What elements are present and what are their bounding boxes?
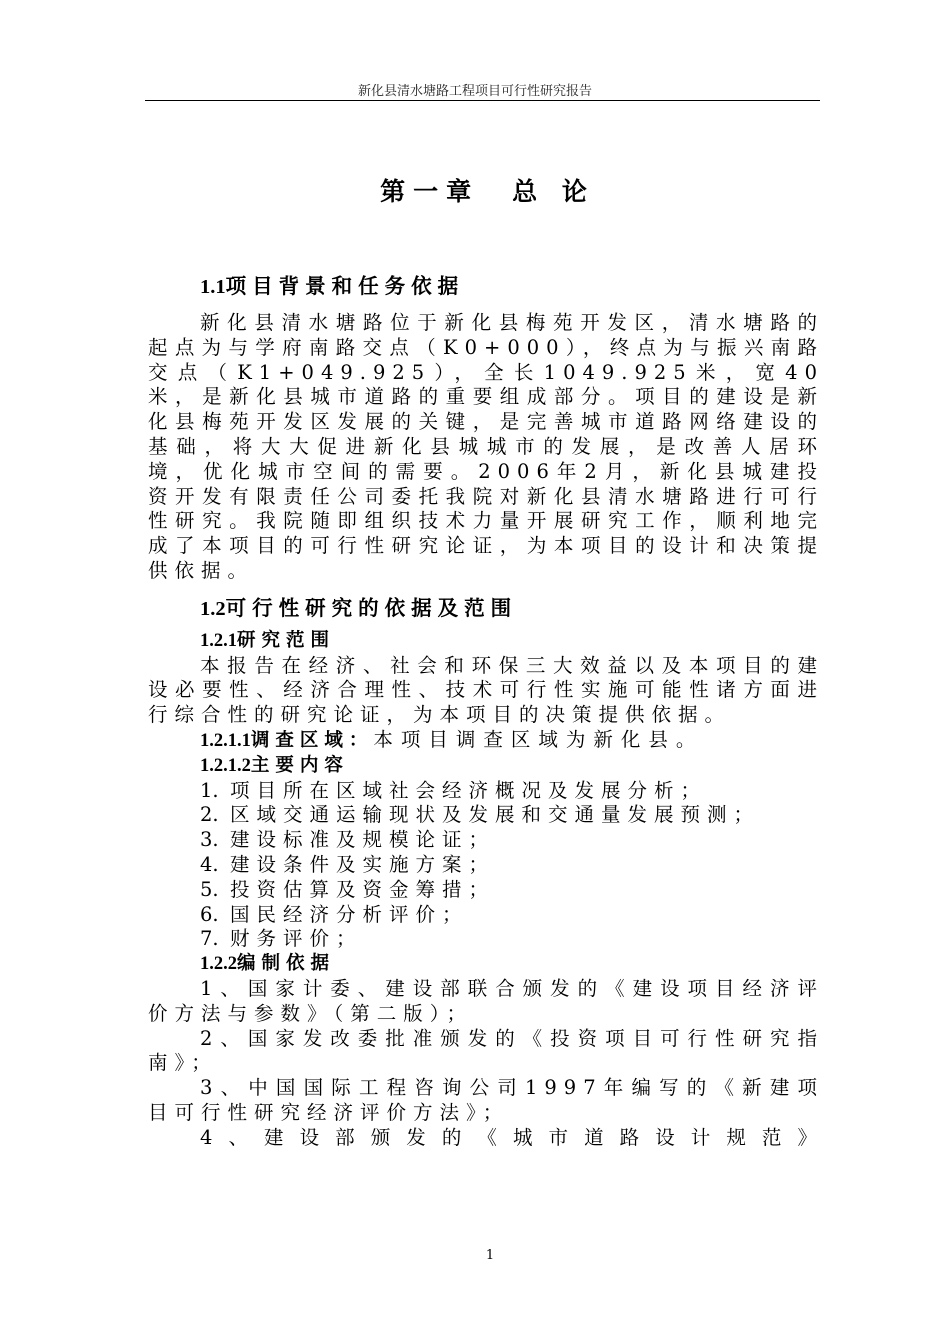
- list-item-number: 6.: [200, 902, 219, 926]
- subsection-number: 1.2.1.1: [200, 730, 251, 751]
- subsection-heading-1-2-1-1: [148, 728, 824, 754]
- subsection-heading-1-2-1: [148, 629, 824, 654]
- list-item-text: 财务评价；: [230, 927, 363, 951]
- list-item: [148, 878, 824, 903]
- section-heading-1-1: [148, 270, 824, 303]
- list-item-number: 3.: [200, 828, 219, 852]
- section-number: 1.2: [200, 597, 226, 620]
- section-number: 1.1: [200, 276, 226, 298]
- list-item-number: 7.: [200, 927, 219, 951]
- survey-area-text: 本项目调查区域为新化县。: [373, 727, 704, 751]
- page-number: 1: [485, 1248, 495, 1263]
- running-header: 新化县清水塘路工程项目可行性研究报告: [357, 84, 592, 99]
- subsection-number: 1.2.2: [200, 954, 237, 975]
- chapter-title: 第一章 总 论: [380, 177, 595, 206]
- list-item-number: 5.: [200, 877, 219, 901]
- list-item-text: 建设条件及实施方案；: [230, 852, 496, 876]
- subsection-heading-1-2-1-2: [148, 754, 824, 779]
- list-item-text: 项目所在区域社会经济概况及发展分析；: [230, 778, 708, 802]
- list-item-text: 投资估算及资金筹措；: [230, 877, 496, 901]
- main-content-list: [148, 779, 824, 953]
- list-item-text: 国民经济分析评价；: [230, 902, 469, 926]
- list-item-number: 4.: [200, 852, 219, 876]
- subsection-number: 1.2.1.2: [200, 755, 251, 776]
- basis-item: 3、中国国际工程咨询公司1997年编写的《新建项目可行性研究经济评价方法》；: [148, 1076, 824, 1124]
- list-item-text: 建设标准及规模论证；: [230, 828, 496, 852]
- list-item-number: 2.: [200, 803, 219, 827]
- list-item-number: 1.: [200, 778, 219, 802]
- section-title: 可行性研究的依据及范围: [225, 595, 518, 620]
- subsection-title: 研究范围: [237, 629, 336, 651]
- section-1-1-paragraph: 新化县清水塘路位于新化县梅苑开发区，清水塘路的起点为与学府南路交点（K0+000），终点为与振兴南路交点（K1+049.925），全长1049.925米，宽40米，是新化县城市道路的重要组成部分。项目的建设是新化县梅苑开发区发展的关键，是完善城市道路网络建设的基础，将大大促进新化县城城市的发展，是改善人居环境，优化城市空间的需要。2006年2月，新化县城建投资开发有限责任公司委托我院对新化县清水塘路进行可行性研究。我院随即组织技术力量开展研究工作，顺利地完成了本项目的可行性研究论证，为本项目的设计和决策提供依据。: [148, 311, 824, 582]
- basis-item: 4、建设部颁发的《城市道路设计规范》: [200, 1125, 824, 1149]
- section-heading-1-2: [148, 592, 824, 625]
- header-divider: [145, 100, 820, 101]
- subsection-title: 编制依据: [237, 953, 336, 975]
- subsection-title: 主要内容: [250, 754, 349, 776]
- list-item: [148, 903, 824, 928]
- list-item: [148, 779, 824, 804]
- list-item: [148, 828, 824, 853]
- subsection-1-2-1-paragraph: 本报告在经济、社会和环保三大效益以及本项目的建设必要性、经济合理性、技术可行性实施可能性诸方面进行综合性的研究论证，为本项目的决策提供依据。: [148, 653, 824, 727]
- subsection-number: 1.2.1: [200, 630, 237, 651]
- subsection-heading-1-2-2: [148, 952, 824, 977]
- list-item: [148, 927, 824, 952]
- basis-item: 1、国家计委、建设部联合颁发的《建设项目经济评价方法与参数》（第二版）；: [148, 976, 824, 1025]
- list-item-text: 区域交通运输现状及发展和交通量发展预测；: [230, 803, 761, 827]
- document-body: [148, 270, 824, 1151]
- list-item: [148, 853, 824, 878]
- basis-item: 2、国家发改委批准颁发的《投资项目可行性研究指南》；: [148, 1026, 824, 1075]
- list-item: [148, 803, 824, 828]
- section-title: 项目背景和任务依据: [225, 274, 465, 298]
- subsection-title: 调查区域：: [250, 729, 374, 751]
